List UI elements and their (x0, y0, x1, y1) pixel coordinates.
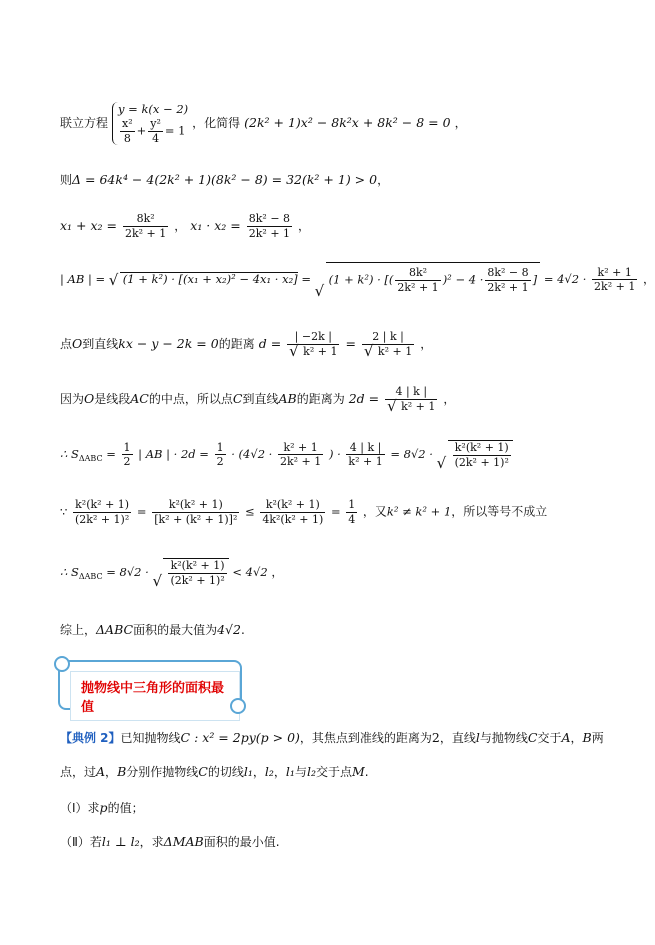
example-tag: 【典例 2】 (60, 731, 121, 745)
punct: ， (420, 336, 433, 351)
denominator: 4 (148, 131, 163, 146)
question-2 (60, 834, 280, 849)
text: 综上， (60, 623, 97, 637)
var: O (72, 335, 83, 351)
text: ，直线 (439, 731, 476, 745)
expr: ) · (328, 446, 341, 461)
expr: ΔMAB (163, 834, 204, 849)
denominator: 4k²(k² + 1) (262, 512, 324, 526)
expr: ∴ S (60, 446, 79, 461)
numerator: 4 | k | (349, 440, 382, 454)
expr: = 8√2 · (106, 564, 149, 579)
text: 与 (294, 765, 307, 779)
var: B (117, 764, 127, 779)
denominator: (2k² + 1)² (170, 573, 225, 587)
text: 已知抛物线 (120, 731, 181, 745)
denominator: 2 (216, 455, 224, 469)
subscript: ΔABC (78, 453, 103, 463)
text: 的中点，所以点 (148, 391, 233, 406)
denominator: [k² + (k² + 1)]² (154, 512, 238, 526)
example-line-2 (60, 764, 369, 779)
numerator: 4 | k | (395, 385, 428, 398)
text: 的距离 (218, 336, 255, 351)
text: ，化简得 (192, 116, 241, 131)
text: 点 (60, 336, 73, 351)
var: M (351, 764, 365, 779)
denominator: (2k² + 1)² (74, 512, 130, 526)
expr: (1 + k²) · [( (328, 272, 394, 287)
denominator: 2k² + 1 (594, 280, 636, 294)
sqrt (163, 558, 228, 588)
equals: = (330, 504, 341, 519)
example-line-1 (60, 730, 604, 745)
punct: ， (298, 218, 311, 233)
chord-length-line (60, 262, 655, 298)
text: （Ⅱ）若 (60, 835, 102, 849)
denominator: 2k² + 1 (279, 455, 322, 469)
equals: = (301, 271, 311, 286)
expr: l₁ ⊥ l₂ (101, 834, 140, 849)
denominator (362, 344, 414, 359)
discriminant-line (60, 172, 389, 187)
text: 分别作抛物线 (126, 765, 199, 779)
text: 交于点 (315, 765, 352, 779)
text: ，所以等号不成立 (451, 504, 548, 519)
numerator: 8k² − 8 (248, 212, 291, 225)
expr: < 4√2 (232, 564, 268, 579)
subscript: ΔABC (78, 571, 103, 581)
expr: | AB | · 2d = (138, 446, 209, 461)
because: ∵ (60, 504, 68, 519)
expr: d = (258, 335, 282, 351)
equation: y = k(x − 2) (118, 102, 189, 116)
conclusion-line (60, 622, 245, 637)
text: 联立方程 (60, 116, 109, 131)
punct: . (240, 623, 245, 637)
denominator: 8 (120, 131, 135, 146)
vieta-line (60, 212, 310, 241)
punct: . (364, 765, 369, 779)
numerator: y² (150, 116, 161, 130)
plus: + (136, 123, 147, 138)
sqrt (300, 345, 337, 359)
text: ，其焦点到准线的距离为 (299, 731, 432, 745)
expr: | AB | = (60, 271, 106, 286)
var: AB (278, 390, 297, 406)
text: ， (570, 731, 583, 745)
denominator: 2k² + 1 (397, 280, 439, 294)
equals: = (136, 504, 147, 519)
equation: (2k² + 1)x² − 8k²x + 8k² − 8 = 0 (244, 115, 451, 131)
var: l₁ (285, 764, 295, 779)
denominator: 4 (348, 512, 356, 526)
sqrt (448, 440, 513, 470)
numerator: 1 (216, 440, 224, 454)
var: C (232, 390, 243, 406)
text: 的切线 (207, 765, 244, 779)
section-heading: 抛物线中三角形的面积最值 (70, 671, 240, 721)
equation-system-line (60, 102, 467, 145)
var: A (96, 764, 106, 779)
punct: ， (643, 271, 655, 286)
var: B (582, 730, 592, 745)
var: l (475, 730, 480, 745)
numerator: √ k²(k² + 1) (170, 559, 225, 572)
denominator: 2k² + 1 (124, 226, 167, 240)
text: ， (105, 765, 118, 779)
expr: 2d = (348, 390, 380, 406)
text: ， (252, 765, 265, 779)
text: 的值； (107, 801, 144, 815)
punct: ， (174, 218, 187, 233)
punct: . (275, 835, 280, 849)
numerator: 1 (123, 440, 131, 454)
denominator (385, 399, 437, 414)
denominator: 2 (123, 455, 131, 469)
punct: ， (377, 173, 390, 187)
numerator: k² + 1 (283, 440, 318, 454)
numerator: 2 | k | (372, 330, 404, 343)
var: p (99, 800, 108, 815)
equation-system (112, 102, 188, 145)
expr: ΔABC (96, 622, 134, 637)
numerator: k²(k² + 1) (265, 498, 320, 511)
text: 两 (591, 731, 604, 745)
denominator: k² + 1 (348, 455, 383, 469)
text: （Ⅰ）求 (60, 801, 100, 815)
equals: = 1 (164, 123, 186, 138)
text: 到直线 (82, 336, 119, 351)
area-bound-line (60, 558, 283, 588)
sqrt (326, 262, 541, 298)
var: A (561, 730, 571, 745)
number: 2 (431, 730, 440, 745)
distance-line (60, 330, 432, 359)
expr: ] (532, 272, 538, 287)
denominator (287, 344, 339, 359)
text: 与抛物线 (479, 731, 528, 745)
numerator: 1 (348, 498, 356, 511)
expr: = 8√2 · (390, 446, 433, 461)
expr: k² + 1 (377, 344, 413, 358)
expr: ∴ S (60, 564, 79, 579)
expr: 4√2 (217, 622, 241, 637)
text: 是线段 (94, 391, 131, 406)
punct: ， (271, 564, 284, 579)
var: AC (130, 390, 149, 406)
equation: Δ = 64k⁴ − 4(2k² + 1)(8k² − 8) = 32(k² + 1) > 0 (72, 172, 378, 187)
var: l₂ (264, 764, 274, 779)
le: ≤ (245, 504, 255, 519)
expr: (1 + k²) · [(x₁ + x₂)² − 4x₁ · x₂] (122, 272, 298, 287)
text: ， (273, 765, 286, 779)
area-line (60, 440, 513, 470)
expr: · (4√2 · (231, 446, 273, 461)
text: 面积的最小值 (203, 835, 276, 849)
equals: = (345, 335, 356, 351)
numerator: k²(k² + 1) (75, 498, 130, 511)
var: l₁ (243, 764, 253, 779)
text: 点，过 (60, 765, 97, 779)
expr: )² − 4 · (442, 272, 484, 287)
expr: k² + 1 (303, 344, 338, 358)
inequality-line (60, 498, 547, 527)
punct: ， (443, 391, 456, 406)
sqrt (398, 400, 435, 414)
text: 则 (60, 173, 73, 187)
var: O (84, 390, 95, 406)
text: ，又 (362, 504, 387, 519)
section-heading-box (58, 660, 242, 715)
denominator: (2k² + 1)² (454, 455, 509, 469)
punct: ， (454, 116, 467, 131)
sqrt (120, 272, 298, 287)
numerator: k²(k² + 1) (168, 498, 223, 511)
denominator: 2k² + 1 (487, 280, 529, 294)
numerator: 8k² − 8 (487, 266, 529, 279)
text: 的距离为 (296, 391, 345, 406)
distance-2d-line (60, 385, 455, 414)
question-1 (60, 800, 144, 815)
expr: x₁ · x₂ = (190, 217, 241, 233)
expr: k² ≠ k² + 1 (386, 504, 452, 519)
sqrt (375, 345, 412, 359)
denominator: 2k² + 1 (248, 226, 291, 240)
numerator: k² + 1 (597, 265, 632, 279)
numerator: x² (122, 116, 133, 130)
numerator: 8k² (409, 266, 428, 279)
text: 交于 (537, 731, 562, 745)
var: C (198, 764, 208, 779)
text: ，求 (139, 835, 164, 849)
var: l₂ (306, 764, 316, 779)
expr: kx − y − 2k = 0 (118, 335, 219, 351)
text: 到直线 (242, 391, 279, 406)
text: 面积的最大值为 (133, 623, 218, 637)
numerator: 8k² (136, 212, 155, 225)
numerator: √ k²(k² + 1) (454, 441, 509, 454)
text: 因为 (60, 391, 85, 406)
expr: k² + 1 (401, 399, 436, 413)
expr: = 4√2 · (543, 271, 587, 286)
equals: = (106, 446, 116, 461)
expr: C : x² = 2py(p > 0) (180, 730, 300, 745)
expr: x₁ + x₂ = (60, 217, 117, 233)
var: C (527, 730, 538, 745)
numerator: | −2k | (294, 330, 332, 343)
